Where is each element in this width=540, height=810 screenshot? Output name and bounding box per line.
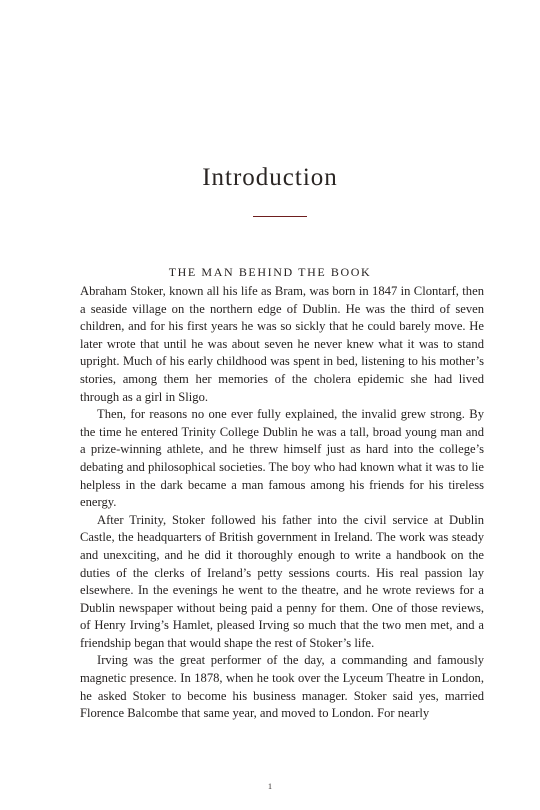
paragraph: Abraham Stoker, known all his life as Bram, was born in 1847 in Clontarf, then a seaside village on the northern edge of Dublin. He was the third of seven children, and for his first years he was so sickly that he could barely move. He later wrote that until he was about seven he never knew what it was to stand upright. Much of his early childhood was spent in bed, listening to his mother’s stories, among them her memories of the cholera epidemic she had lived through as a girl in Sligo. — [80, 284, 484, 404]
paragraph: Then, for reasons no one ever fully explained, the invalid grew strong. By the time he entered Trinity College Dublin he was a tall, broad young man and a prize-winning athlete, and he threw himself just as hard into the college’s debating and philosophical societies. The boy who had known what it was to lie helpless in the dark became a man famous among his friends for his tireless energy. — [80, 407, 484, 510]
paragraph: After Trinity, Stoker followed his father into the civil service at Dublin Castle, the headquarters of British government in Ireland. The work was steady and unexciting, and he did it thoroughly enough to write a handbook on the duties of the clerks of Ireland’s petty sessions courts. His real passion lay elsewhere. In the evenings he went to the theatre, and he wrote reviews for a Dublin newspaper without being paid a penny for them. One of those reviews, of Henry Irving’s Hamlet, pleased Irving so much that the two men met, and a friendship began that would shape the rest of Stoker’s life. — [80, 512, 484, 650]
paragraph: Irving was the great performer of the day, a commanding and famously magnetic presence. In 1878, when he took over the Lyceum Theatre in London, he asked Stoker to become his business manager. Stoker said yes, married Florence Balcombe that same year, and moved to London. For nearly — [80, 653, 484, 721]
page-number: 1 — [267, 781, 273, 791]
chapter-title: Introduction — [202, 164, 338, 191]
title-divider-rule — [253, 216, 307, 217]
section-heading: THE MAN BEHIND THE BOOK — [168, 265, 372, 279]
body-text — [80, 283, 484, 723]
